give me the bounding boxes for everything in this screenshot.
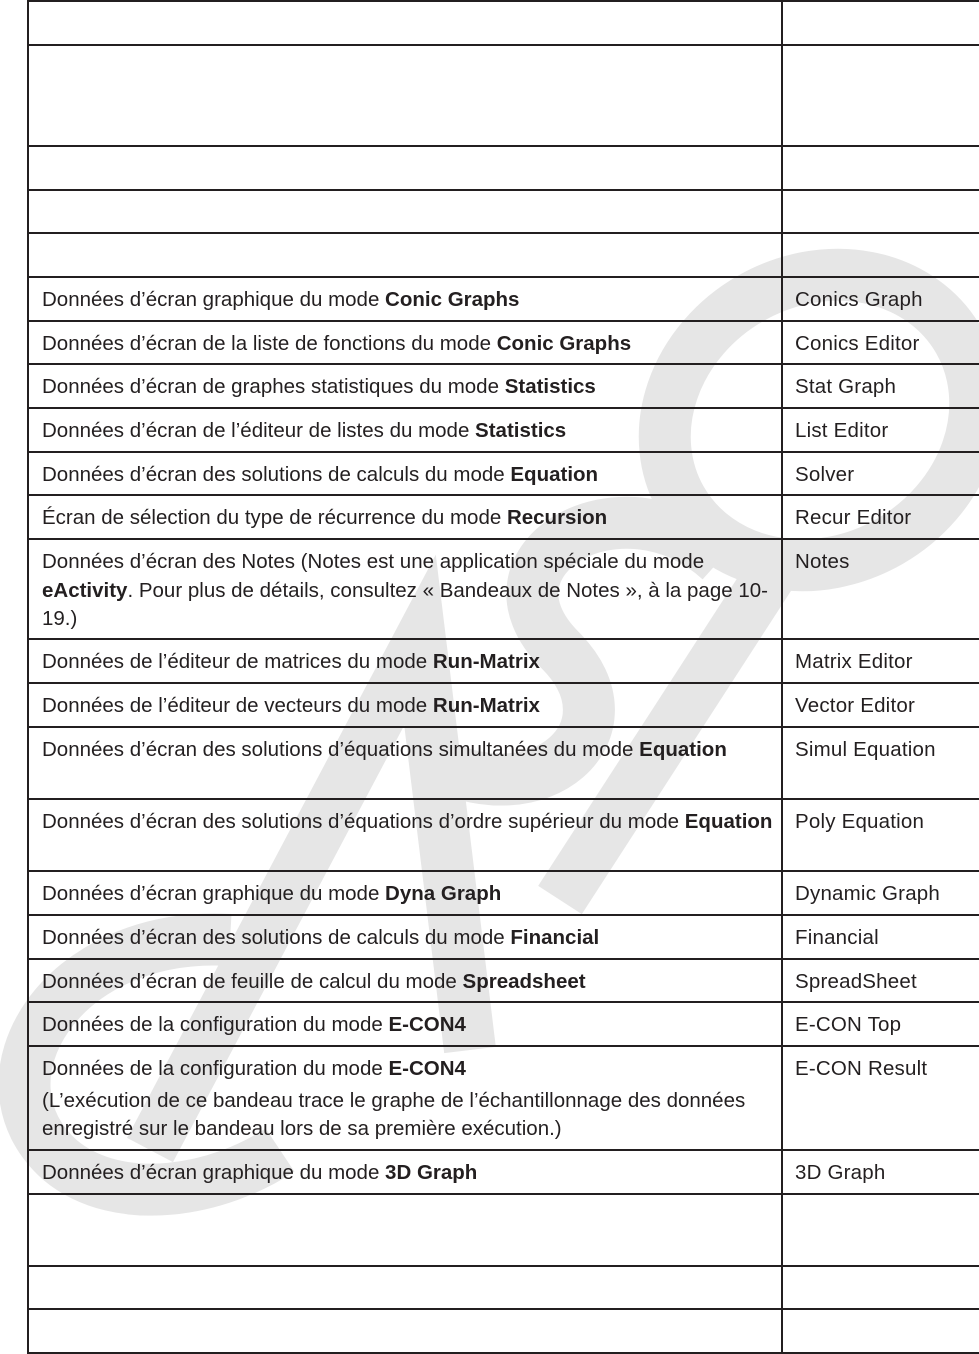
mode-name: Statistics	[504, 375, 596, 398]
table-row	[28, 277, 979, 321]
table-row	[28, 146, 979, 190]
description-text: Données de la configuration du mode	[42, 1057, 389, 1080]
table-row	[28, 639, 979, 683]
description-text: Données d’écran de l’éditeur de listes du mode	[42, 419, 476, 442]
description-cell	[28, 683, 782, 727]
description-text: Données d’écran des solutions d’équations simultanées du mode	[42, 738, 640, 761]
description-cell	[28, 408, 782, 452]
description-text: Données d’écran des solutions de calculs du mode	[42, 463, 511, 486]
bandeau-name-cell	[782, 233, 979, 277]
table-row	[28, 1, 979, 45]
bandeau-name-cell	[782, 452, 979, 495]
bandeau-name-cell	[782, 408, 979, 452]
table-row	[28, 727, 979, 799]
description-cell	[28, 146, 782, 190]
table-row	[28, 1046, 979, 1150]
mode-name: Recursion	[506, 506, 608, 529]
bandeau-name-cell	[782, 915, 979, 959]
description-cell	[28, 364, 782, 408]
table-row	[28, 408, 979, 452]
description-text: Données de l’éditeur de matrices du mode	[42, 650, 433, 673]
bandeau-name: Financial	[795, 926, 879, 949]
description-cell	[28, 321, 782, 364]
bandeau-name: Simul Equation	[795, 738, 936, 761]
description-cell	[28, 539, 782, 639]
bandeau-name-cell	[782, 190, 979, 233]
description-note: (L’exécution de ce bandeau trace le graphe de l’échantillonnage des données enregistré sur le bandeau lors de sa première exécution.)	[42, 1088, 746, 1140]
bandeau-name-cell	[782, 799, 979, 871]
description-text: Données d’écran graphique du mode	[42, 1161, 386, 1184]
bandeau-name-cell	[782, 45, 979, 146]
bandeau-name-cell	[782, 146, 979, 190]
table-row	[28, 233, 979, 277]
description-cell	[28, 959, 782, 1002]
mode-name: E-CON4	[388, 1057, 466, 1080]
table-row	[28, 871, 979, 915]
table-row	[28, 190, 979, 233]
mode-name: Conic Graphs	[496, 332, 632, 355]
description-cell	[28, 1046, 782, 1150]
mode-name: eActivity	[42, 578, 128, 602]
bandeau-name: Solver	[795, 463, 855, 486]
description-cell	[28, 1309, 782, 1353]
bandeau-name: Dynamic Graph	[795, 882, 941, 905]
bandeau-name: Notes	[795, 550, 850, 573]
mode-name: 3D Graph	[385, 1161, 478, 1184]
description-cell	[28, 1, 782, 45]
table-row	[28, 1309, 979, 1353]
description-cell	[28, 727, 782, 799]
bandeau-name-cell	[782, 539, 979, 639]
bandeau-name: Vector Editor	[795, 694, 915, 717]
bandeau-name: E-CON Result	[795, 1057, 928, 1080]
bandeau-name-cell	[782, 1150, 979, 1194]
bandeau-name: Stat Graph	[795, 375, 897, 398]
description-text: Données d’écran de graphes statistiques du mode	[42, 375, 505, 398]
bandeau-name-cell	[782, 364, 979, 408]
table-row	[28, 683, 979, 727]
table-row	[28, 1194, 979, 1266]
mode-name: Run-Matrix	[432, 650, 540, 673]
mode-name: Conic Graphs	[385, 288, 520, 311]
bandeau-name-cell	[782, 1, 979, 45]
table-row	[28, 495, 979, 539]
bandeau-name-cell	[782, 727, 979, 799]
description-text: Données de la configuration du mode	[42, 1013, 389, 1036]
description-text: Données d’écran de feuille de calcul du mode	[42, 970, 463, 993]
description-text: Écran de sélection du type de récurrence du mode	[42, 506, 507, 529]
bandeau-name-cell	[782, 1266, 979, 1309]
bandeau-name-cell	[782, 495, 979, 539]
bandeau-name: 3D Graph	[795, 1161, 886, 1184]
description-text: Données d’écran des solutions d’équations d’ordre supérieur du mode	[42, 810, 685, 833]
mode-name: Equation	[639, 738, 727, 761]
mode-name: Spreadsheet	[462, 970, 586, 993]
mode-name: Statistics	[475, 419, 567, 442]
description-cell	[28, 190, 782, 233]
table-row	[28, 959, 979, 1002]
bandeau-name: Conics Editor	[795, 332, 920, 355]
mode-name: E-CON4	[388, 1013, 466, 1036]
description-cell	[28, 277, 782, 321]
description-cell	[28, 233, 782, 277]
mode-name: Run-Matrix	[432, 694, 540, 717]
table-row	[28, 321, 979, 364]
table-row	[28, 45, 979, 146]
table-row	[28, 452, 979, 495]
bandeau-name: Recur Editor	[795, 506, 912, 529]
table-row	[28, 539, 979, 639]
bandeau-name-cell	[782, 871, 979, 915]
table-row	[28, 1266, 979, 1309]
bandeau-name: Poly Equation	[795, 810, 925, 833]
mode-name: Financial	[510, 926, 600, 949]
description-text: Données d’écran graphique du mode	[42, 882, 386, 905]
bandeau-name-cell	[782, 277, 979, 321]
description-cell	[28, 452, 782, 495]
bandeau-name-cell	[782, 639, 979, 683]
mode-name: Dyna Graph	[385, 882, 502, 905]
bandeau-name-cell	[782, 321, 979, 364]
description-cell	[28, 1194, 782, 1266]
bandeau-name: Conics Graph	[795, 288, 923, 311]
description-cell	[28, 495, 782, 539]
description-cell	[28, 1002, 782, 1046]
description-cell	[28, 1150, 782, 1194]
description-text: Données d’écran des solutions de calculs du mode	[42, 926, 511, 949]
bandeau-name-cell	[782, 959, 979, 1002]
description-cell	[28, 871, 782, 915]
bandeau-name: E-CON Top	[795, 1013, 902, 1036]
bandeau-name: Matrix Editor	[795, 650, 913, 673]
description-cell	[28, 45, 782, 146]
table-row	[28, 364, 979, 408]
bandeau-table	[27, 0, 979, 1354]
bandeau-name-cell	[782, 1309, 979, 1353]
table-row	[28, 915, 979, 959]
description-cell	[28, 799, 782, 871]
description-cell	[28, 1266, 782, 1309]
bandeau-name: SpreadSheet	[795, 970, 917, 993]
table-row	[28, 1002, 979, 1046]
description-text: Données d’écran des Notes (Notes est une application spéciale du mode	[42, 550, 705, 573]
bandeau-name: List Editor	[795, 419, 889, 442]
mode-name: Equation	[684, 810, 773, 833]
mode-name: Equation	[510, 463, 599, 486]
table-row	[28, 799, 979, 871]
bandeau-name-cell	[782, 1194, 979, 1266]
table-row	[28, 1150, 979, 1194]
description-text: Données d’écran de la liste de fonctions du mode	[42, 332, 497, 355]
bandeau-name-cell	[782, 1002, 979, 1046]
description-text: Données d’écran graphique du mode	[42, 288, 386, 311]
description-text: Données de l’éditeur de vecteurs du mode	[42, 694, 433, 717]
description-cell	[28, 915, 782, 959]
bandeau-name-cell	[782, 1046, 979, 1150]
description-text-cont: . Pour plus de détails, consultez « Bandeaux de Notes », à la page 10-19.)	[42, 578, 768, 630]
description-cell	[28, 639, 782, 683]
bandeau-name-cell	[782, 683, 979, 727]
